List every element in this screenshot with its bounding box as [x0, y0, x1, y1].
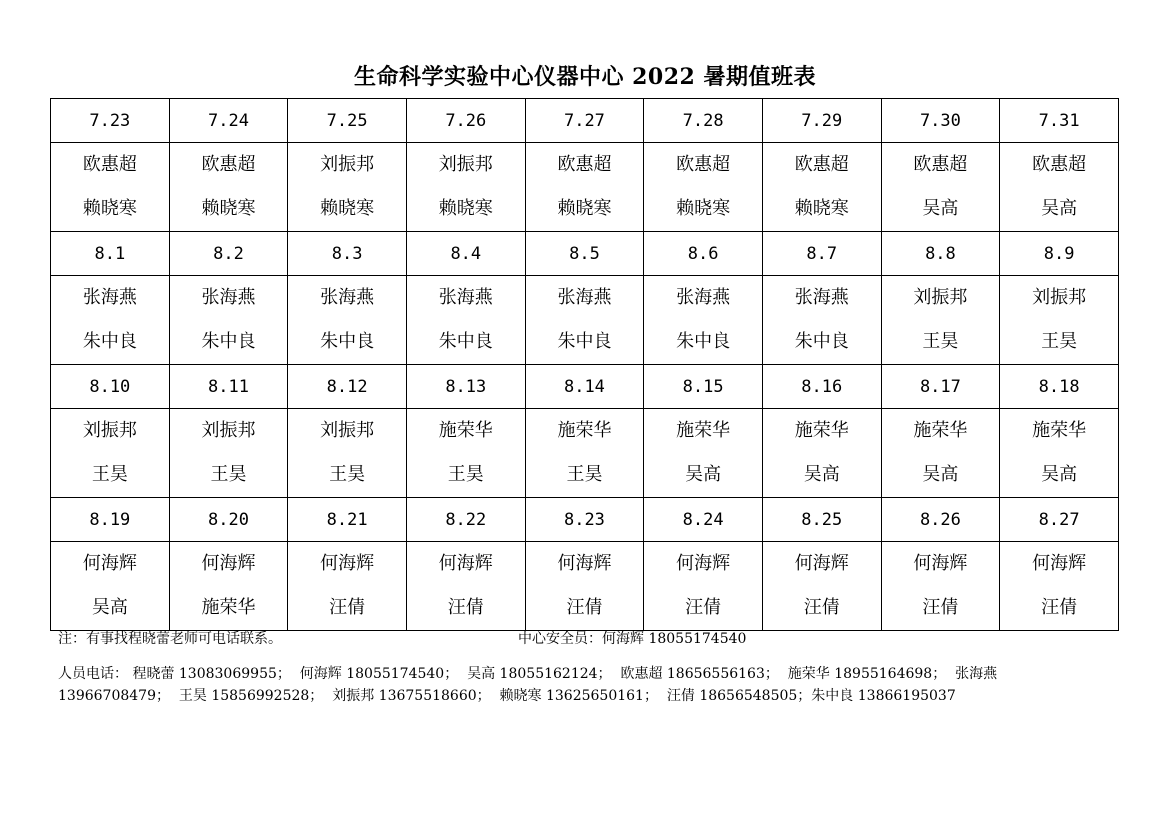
staff-name: 赖晓寒 [794, 198, 849, 219]
staff-name: 何海辉 [557, 553, 612, 574]
date-row [51, 498, 1119, 542]
date-cell: 7.25 [288, 99, 407, 143]
duty-cell [288, 409, 407, 498]
staff-name: 吴高 [685, 464, 722, 485]
staff-name: 欧惠超 [557, 154, 612, 175]
staff-name: 赖晓寒 [438, 198, 493, 219]
staff-name: 朱中良 [320, 331, 375, 352]
date-row [51, 365, 1119, 409]
duty-cell [762, 276, 881, 365]
date-cell: 8.14 [525, 365, 644, 409]
date-cell: 8.1 [51, 232, 170, 276]
date-cell: 7.26 [406, 99, 525, 143]
staff-name: 刘振邦 [913, 287, 968, 308]
date-cell: 8.11 [169, 365, 288, 409]
date-cell: 8.13 [406, 365, 525, 409]
staff-name: 张海燕 [438, 287, 493, 308]
date-cell: 7.24 [169, 99, 288, 143]
staff-name: 吴高 [1041, 198, 1078, 219]
duty-cell [525, 409, 644, 498]
staff-name: 欧惠超 [913, 154, 968, 175]
staff-name: 汪倩 [329, 597, 366, 618]
staff-name: 刘振邦 [320, 420, 375, 441]
date-cell: 8.20 [169, 498, 288, 542]
staff-name: 刘振邦 [82, 420, 137, 441]
duty-cell [644, 409, 763, 498]
staff-name: 汪倩 [566, 597, 603, 618]
staff-name: 朱中良 [82, 331, 137, 352]
duty-cell [406, 409, 525, 498]
duty-cell [51, 409, 170, 498]
duty-cell [406, 542, 525, 631]
staff-name: 吴高 [922, 198, 959, 219]
staff-name: 朱中良 [438, 331, 493, 352]
staff-name: 朱中良 [201, 331, 256, 352]
staff-name: 施荣华 [1032, 420, 1087, 441]
date-cell: 8.6 [644, 232, 763, 276]
date-cell: 8.7 [762, 232, 881, 276]
staff-name: 吴高 [922, 464, 959, 485]
duty-cell [288, 276, 407, 365]
staff-name: 赖晓寒 [676, 198, 731, 219]
date-cell: 8.24 [644, 498, 763, 542]
duty-cell [881, 409, 1000, 498]
staff-name: 施荣华 [201, 597, 256, 618]
staff-name: 汪倩 [685, 597, 722, 618]
duty-cell [51, 143, 170, 232]
staff-name: 朱中良 [676, 331, 731, 352]
staff-name: 赖晓寒 [320, 198, 375, 219]
date-cell: 8.12 [288, 365, 407, 409]
staff-name: 何海辉 [320, 553, 375, 574]
page-title: 生命科学实验中心仪器中心 2022 暑期值班表 [353, 64, 817, 90]
staff-name: 施荣华 [676, 420, 731, 441]
duty-cell [288, 542, 407, 631]
duty-cell [1000, 143, 1119, 232]
staff-phone-list: 人员电话： 程晓蕾 13083069955； 何海辉 18055174540； 吴高 18055162124； 欧惠超 18656556163； 施荣华 18955164698； 张海燕 13966708479； 王昊 15856992528； 刘振邦 13675518660； 赖晓寒 13625650161； 汪倩 18656548505；朱中良 13866195037 [58, 666, 1002, 704]
date-cell: 7.27 [525, 99, 644, 143]
duty-cell [525, 542, 644, 631]
date-cell: 8.10 [51, 365, 170, 409]
staff-name: 赖晓寒 [201, 198, 256, 219]
duty-schedule-table [50, 98, 1119, 631]
staff-name: 吴高 [803, 464, 840, 485]
staff-name: 欧惠超 [676, 154, 731, 175]
staff-name: 王昊 [566, 464, 603, 485]
staff-name: 汪倩 [803, 597, 840, 618]
date-cell: 8.22 [406, 498, 525, 542]
date-cell: 8.5 [525, 232, 644, 276]
duty-cell [525, 276, 644, 365]
staff-name: 汪倩 [922, 597, 959, 618]
staff-name: 王昊 [922, 331, 959, 352]
duty-cell [169, 276, 288, 365]
staff-name: 何海辉 [913, 553, 968, 574]
staff-name: 欧惠超 [794, 154, 849, 175]
staff-name: 王昊 [447, 464, 484, 485]
duty-cell [169, 542, 288, 631]
staff-name: 朱中良 [794, 331, 849, 352]
staff-name: 赖晓寒 [82, 198, 137, 219]
duty-cell [762, 542, 881, 631]
staff-name: 吴高 [1041, 464, 1078, 485]
duty-row [51, 276, 1119, 365]
staff-name: 王昊 [1041, 331, 1078, 352]
date-cell: 8.21 [288, 498, 407, 542]
date-cell: 8.2 [169, 232, 288, 276]
staff-name: 张海燕 [82, 287, 137, 308]
staff-name: 张海燕 [320, 287, 375, 308]
staff-name: 张海燕 [794, 287, 849, 308]
date-cell: 7.23 [51, 99, 170, 143]
date-cell: 7.31 [1000, 99, 1119, 143]
date-cell: 8.3 [288, 232, 407, 276]
duty-cell [1000, 409, 1119, 498]
staff-name: 刘振邦 [438, 154, 493, 175]
date-cell: 8.25 [762, 498, 881, 542]
staff-name: 赖晓寒 [557, 198, 612, 219]
staff-name: 刘振邦 [201, 420, 256, 441]
date-cell: 8.15 [644, 365, 763, 409]
duty-cell [51, 542, 170, 631]
staff-name: 何海辉 [201, 553, 256, 574]
staff-name: 欧惠超 [201, 154, 256, 175]
date-cell: 7.30 [881, 99, 1000, 143]
staff-name: 何海辉 [794, 553, 849, 574]
date-cell: 8.18 [1000, 365, 1119, 409]
date-cell: 8.17 [881, 365, 1000, 409]
date-cell: 8.9 [1000, 232, 1119, 276]
date-row [51, 232, 1119, 276]
duty-cell [762, 409, 881, 498]
staff-name: 何海辉 [438, 553, 493, 574]
date-cell: 8.26 [881, 498, 1000, 542]
duty-cell [169, 143, 288, 232]
date-cell: 8.4 [406, 232, 525, 276]
duty-cell [51, 276, 170, 365]
duty-cell [406, 143, 525, 232]
staff-name: 何海辉 [676, 553, 731, 574]
staff-name: 施荣华 [557, 420, 612, 441]
duty-cell [644, 143, 763, 232]
staff-name: 吴高 [91, 597, 128, 618]
staff-name: 施荣华 [438, 420, 493, 441]
staff-name: 何海辉 [1032, 553, 1087, 574]
safety-officer: 中心安全员：何海辉 18055174540 [518, 631, 747, 647]
date-cell: 7.28 [644, 99, 763, 143]
duty-cell [881, 542, 1000, 631]
staff-name: 王昊 [91, 464, 128, 485]
staff-name: 王昊 [329, 464, 366, 485]
duty-cell [1000, 276, 1119, 365]
duty-cell [881, 143, 1000, 232]
duty-row [51, 409, 1119, 498]
staff-name: 何海辉 [82, 553, 137, 574]
contact-note: 注：有事找程晓蕾老师可电话联系。 [58, 631, 282, 647]
duty-cell [169, 409, 288, 498]
staff-name: 施荣华 [913, 420, 968, 441]
duty-cell [644, 276, 763, 365]
date-cell: 8.8 [881, 232, 1000, 276]
duty-cell [1000, 542, 1119, 631]
duty-row [51, 542, 1119, 631]
date-row [51, 99, 1119, 143]
duty-cell [762, 143, 881, 232]
date-cell: 7.29 [762, 99, 881, 143]
duty-cell [406, 276, 525, 365]
duty-cell [288, 143, 407, 232]
duty-cell [525, 143, 644, 232]
staff-name: 张海燕 [557, 287, 612, 308]
staff-name: 欧惠超 [82, 154, 137, 175]
staff-name: 欧惠超 [1032, 154, 1087, 175]
duty-cell [644, 542, 763, 631]
date-cell: 8.23 [525, 498, 644, 542]
staff-name: 汪倩 [1041, 597, 1078, 618]
date-cell: 8.27 [1000, 498, 1119, 542]
staff-name: 施荣华 [794, 420, 849, 441]
staff-name: 刘振邦 [320, 154, 375, 175]
duty-row [51, 143, 1119, 232]
date-cell: 8.19 [51, 498, 170, 542]
staff-name: 张海燕 [201, 287, 256, 308]
staff-name: 张海燕 [676, 287, 731, 308]
staff-name: 刘振邦 [1032, 287, 1087, 308]
staff-name: 王昊 [210, 464, 247, 485]
staff-name: 朱中良 [557, 331, 612, 352]
date-cell: 8.16 [762, 365, 881, 409]
duty-cell [881, 276, 1000, 365]
staff-name: 汪倩 [447, 597, 484, 618]
